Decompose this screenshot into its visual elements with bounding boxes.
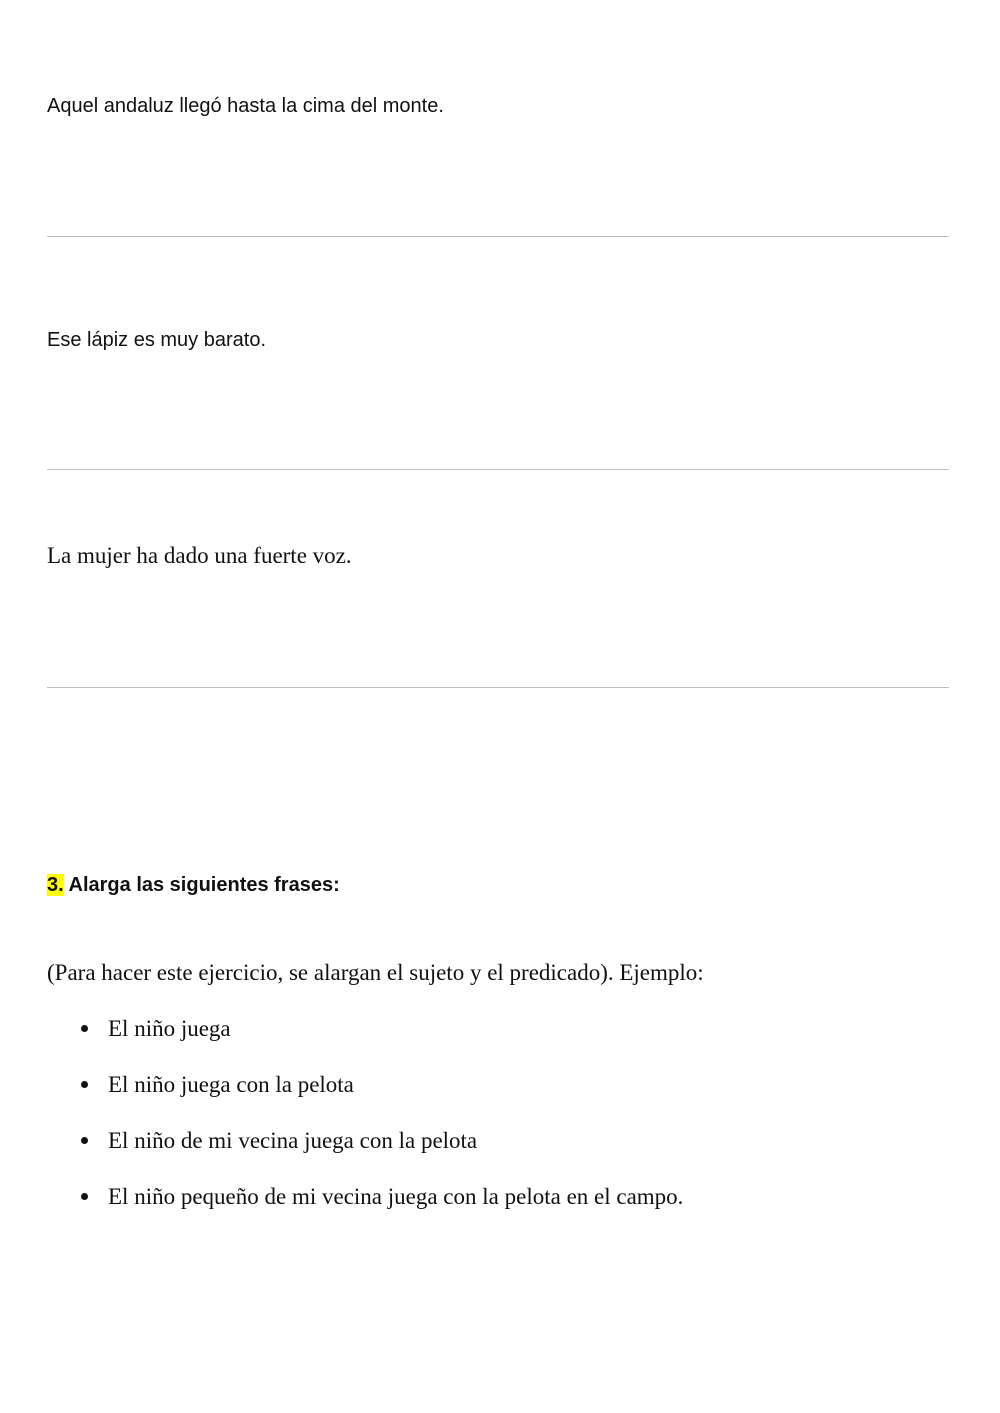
list-item-text: El niño juega bbox=[108, 1016, 231, 1041]
bullet-icon bbox=[81, 1137, 88, 1144]
exercise-sentence-1: Aquel andaluz llegó hasta la cima del monte. bbox=[47, 95, 444, 117]
answer-line-1 bbox=[47, 236, 949, 237]
answer-line-3 bbox=[47, 687, 949, 688]
section-3-heading bbox=[47, 872, 340, 898]
section-3-number: 3. bbox=[47, 874, 64, 896]
bullet-icon bbox=[81, 1081, 88, 1088]
answer-line-2 bbox=[47, 469, 949, 470]
list-item-text: El niño de mi vecina juega con la pelota bbox=[108, 1128, 478, 1153]
exercise-sentence-3: La mujer ha dado una fuerte voz. bbox=[47, 543, 352, 568]
exercise-sentence-2: Ese lápiz es muy barato. bbox=[47, 329, 266, 351]
bullet-icon bbox=[81, 1025, 88, 1032]
section-3-title: Alarga las siguientes frases: bbox=[68, 874, 340, 896]
list-item-text: El niño pequeño de mi vecina juega con la pelota en el campo. bbox=[108, 1184, 684, 1209]
bullet-icon bbox=[81, 1193, 88, 1200]
section-3-instruction: (Para hacer este ejercicio, se alargan el sujeto y el predicado). Ejemplo: bbox=[47, 960, 704, 985]
list-item-text: El niño juega con la pelota bbox=[108, 1072, 354, 1097]
